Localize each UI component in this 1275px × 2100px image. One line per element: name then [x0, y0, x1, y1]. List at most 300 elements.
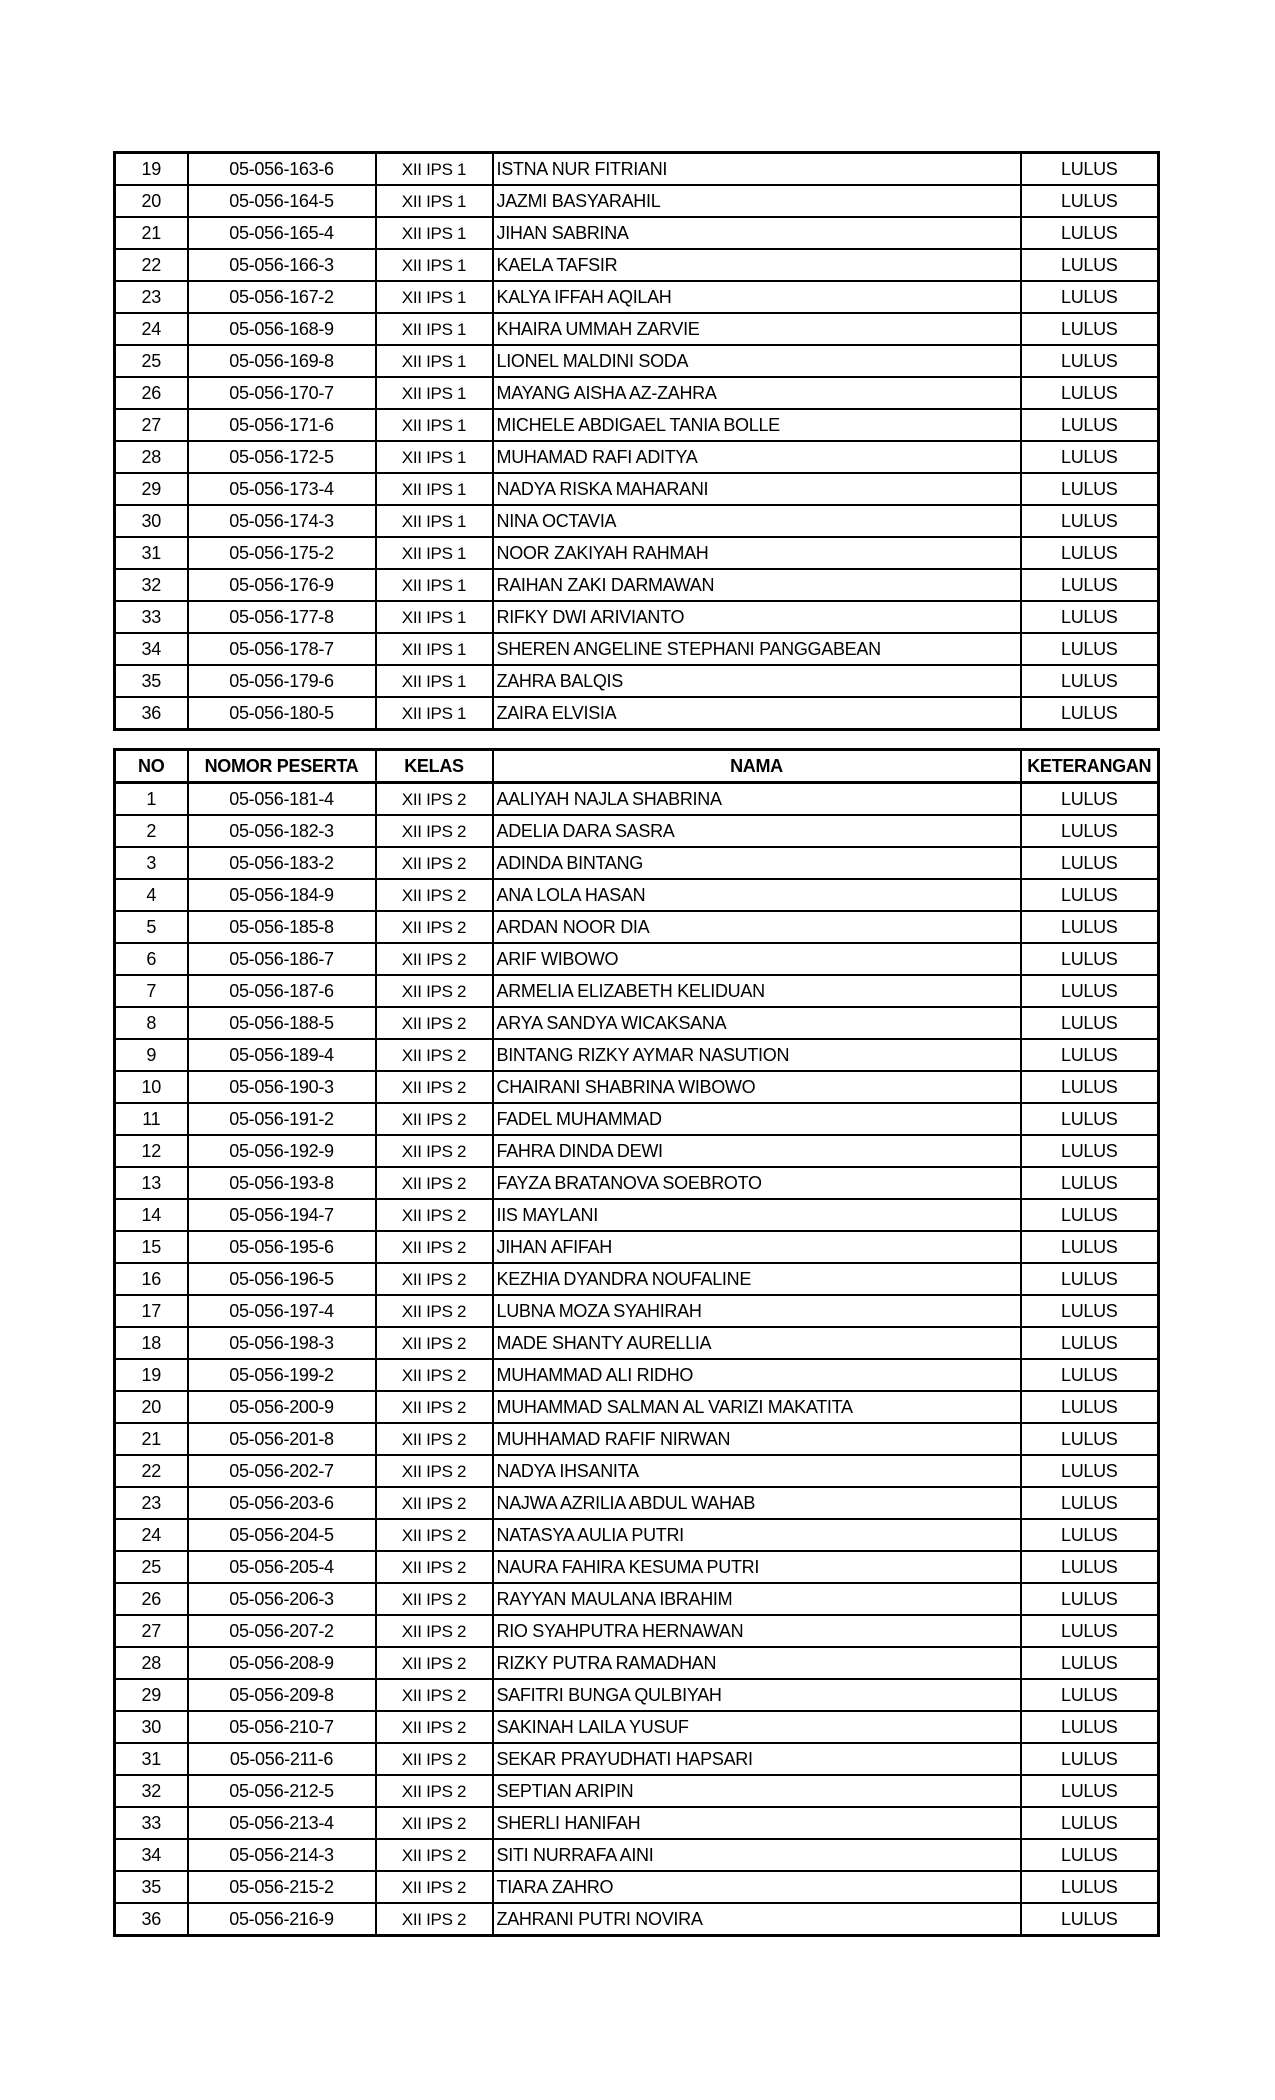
cell-nomor-peserta: 05-056-179-6 [188, 665, 376, 697]
table-row [115, 1551, 1159, 1583]
cell-no: 3 [115, 847, 188, 879]
cell-kelas: XII IPS 2 [376, 1519, 493, 1551]
cell-no: 23 [115, 1487, 188, 1519]
cell-nomor-peserta: 05-056-187-6 [188, 975, 376, 1007]
cell-kelas: XII IPS 2 [376, 1615, 493, 1647]
cell-kelas: XII IPS 2 [376, 1679, 493, 1711]
cell-keterangan: LULUS [1021, 1519, 1159, 1551]
table-row [115, 943, 1159, 975]
cell-keterangan: LULUS [1021, 505, 1159, 537]
cell-nomor-peserta: 05-056-183-2 [188, 847, 376, 879]
cell-no: 33 [115, 601, 188, 633]
table-row [115, 1423, 1159, 1455]
cell-kelas: XII IPS 2 [376, 1295, 493, 1327]
cell-no: 36 [115, 697, 188, 730]
cell-keterangan: LULUS [1021, 1263, 1159, 1295]
cell-kelas: XII IPS 1 [376, 409, 493, 441]
cell-kelas: XII IPS 1 [376, 601, 493, 633]
cell-kelas: XII IPS 2 [376, 975, 493, 1007]
table-row [115, 879, 1159, 911]
cell-nama: MUHAMMAD ALI RIDHO [493, 1359, 1021, 1391]
cell-nomor-peserta: 05-056-211-6 [188, 1743, 376, 1775]
cell-nama: NATASYA AULIA PUTRI [493, 1519, 1021, 1551]
cell-no: 36 [115, 1903, 188, 1936]
cell-nama: JIHAN SABRINA [493, 217, 1021, 249]
cell-keterangan: LULUS [1021, 1039, 1159, 1071]
cell-nama: ZAIRA ELVISIA [493, 697, 1021, 730]
cell-nama: KHAIRA UMMAH ZARVIE [493, 313, 1021, 345]
cell-keterangan: LULUS [1021, 665, 1159, 697]
table-row [115, 1007, 1159, 1039]
cell-keterangan: LULUS [1021, 1423, 1159, 1455]
cell-nama: SEKAR PRAYUDHATI HAPSARI [493, 1743, 1021, 1775]
cell-nomor-peserta: 05-056-185-8 [188, 911, 376, 943]
cell-nomor-peserta: 05-056-192-9 [188, 1135, 376, 1167]
cell-kelas: XII IPS 1 [376, 217, 493, 249]
table-row [115, 1199, 1159, 1231]
cell-nama: NAURA FAHIRA KESUMA PUTRI [493, 1551, 1021, 1583]
cell-kelas: XII IPS 2 [376, 1135, 493, 1167]
cell-keterangan: LULUS [1021, 1167, 1159, 1199]
cell-kelas: XII IPS 1 [376, 505, 493, 537]
header-nama: NAMA [493, 750, 1021, 783]
cell-keterangan: LULUS [1021, 1647, 1159, 1679]
cell-nomor-peserta: 05-056-175-2 [188, 537, 376, 569]
table-row [115, 1871, 1159, 1903]
cell-no: 19 [115, 1359, 188, 1391]
cell-nama: ZAHRANI PUTRI NOVIRA [493, 1903, 1021, 1936]
cell-nama: SHEREN ANGELINE STEPHANI PANGGABEAN [493, 633, 1021, 665]
cell-keterangan: LULUS [1021, 943, 1159, 975]
table-row [115, 1647, 1159, 1679]
cell-nomor-peserta: 05-056-210-7 [188, 1711, 376, 1743]
table-row [115, 1743, 1159, 1775]
cell-kelas: XII IPS 1 [376, 249, 493, 281]
cell-kelas: XII IPS 2 [376, 1263, 493, 1295]
cell-keterangan: LULUS [1021, 1327, 1159, 1359]
cell-no: 34 [115, 1839, 188, 1871]
cell-nomor-peserta: 05-056-197-4 [188, 1295, 376, 1327]
cell-kelas: XII IPS 1 [376, 665, 493, 697]
table-row [115, 1103, 1159, 1135]
cell-nomor-peserta: 05-056-167-2 [188, 281, 376, 313]
cell-nama: MICHELE ABDIGAEL TANIA BOLLE [493, 409, 1021, 441]
cell-keterangan: LULUS [1021, 249, 1159, 281]
cell-no: 21 [115, 1423, 188, 1455]
cell-kelas: XII IPS 2 [376, 1327, 493, 1359]
cell-no: 32 [115, 569, 188, 601]
cell-no: 8 [115, 1007, 188, 1039]
cell-keterangan: LULUS [1021, 1743, 1159, 1775]
cell-keterangan: LULUS [1021, 1135, 1159, 1167]
cell-no: 28 [115, 441, 188, 473]
cell-kelas: XII IPS 1 [376, 633, 493, 665]
cell-kelas: XII IPS 1 [376, 153, 493, 186]
cell-no: 24 [115, 1519, 188, 1551]
header-nomor-peserta: NOMOR PESERTA [188, 750, 376, 783]
cell-nama: KALYA IFFAH AQILAH [493, 281, 1021, 313]
cell-nomor-peserta: 05-056-176-9 [188, 569, 376, 601]
cell-kelas: XII IPS 2 [376, 1103, 493, 1135]
cell-kelas: XII IPS 2 [376, 1775, 493, 1807]
cell-nomor-peserta: 05-056-168-9 [188, 313, 376, 345]
table2-body [115, 783, 1159, 1936]
table-row [115, 505, 1159, 537]
cell-no: 31 [115, 537, 188, 569]
cell-nomor-peserta: 05-056-172-5 [188, 441, 376, 473]
cell-no: 20 [115, 185, 188, 217]
cell-no: 1 [115, 783, 188, 816]
cell-kelas: XII IPS 1 [376, 569, 493, 601]
cell-no: 29 [115, 1679, 188, 1711]
cell-keterangan: LULUS [1021, 1711, 1159, 1743]
cell-kelas: XII IPS 2 [376, 1583, 493, 1615]
cell-no: 5 [115, 911, 188, 943]
cell-no: 16 [115, 1263, 188, 1295]
table-row [115, 1263, 1159, 1295]
cell-keterangan: LULUS [1021, 879, 1159, 911]
table-row [115, 1295, 1159, 1327]
table-row [115, 281, 1159, 313]
cell-keterangan: LULUS [1021, 1359, 1159, 1391]
cell-no: 22 [115, 249, 188, 281]
cell-keterangan: LULUS [1021, 217, 1159, 249]
table-row [115, 537, 1159, 569]
cell-nama: MUHHAMAD RAFIF NIRWAN [493, 1423, 1021, 1455]
table-row [115, 847, 1159, 879]
cell-nomor-peserta: 05-056-184-9 [188, 879, 376, 911]
table-row [115, 569, 1159, 601]
cell-nomor-peserta: 05-056-202-7 [188, 1455, 376, 1487]
cell-kelas: XII IPS 1 [376, 313, 493, 345]
cell-kelas: XII IPS 1 [376, 281, 493, 313]
cell-nama: ADINDA BINTANG [493, 847, 1021, 879]
cell-nomor-peserta: 05-056-173-4 [188, 473, 376, 505]
cell-keterangan: LULUS [1021, 1583, 1159, 1615]
cell-kelas: XII IPS 2 [376, 1071, 493, 1103]
cell-keterangan: LULUS [1021, 1103, 1159, 1135]
cell-no: 17 [115, 1295, 188, 1327]
cell-no: 30 [115, 505, 188, 537]
cell-keterangan: LULUS [1021, 1231, 1159, 1263]
cell-no: 12 [115, 1135, 188, 1167]
table-row [115, 1711, 1159, 1743]
cell-nama: SEPTIAN ARIPIN [493, 1775, 1021, 1807]
header-keterangan: KETERANGAN [1021, 750, 1159, 783]
cell-kelas: XII IPS 2 [376, 1167, 493, 1199]
cell-no: 10 [115, 1071, 188, 1103]
cell-keterangan: LULUS [1021, 185, 1159, 217]
cell-no: 22 [115, 1455, 188, 1487]
table-row [115, 217, 1159, 249]
cell-kelas: XII IPS 2 [376, 783, 493, 816]
cell-no: 20 [115, 1391, 188, 1423]
cell-nama: FAHRA DINDA DEWI [493, 1135, 1021, 1167]
cell-nama: NADYA IHSANITA [493, 1455, 1021, 1487]
cell-nomor-peserta: 05-056-177-8 [188, 601, 376, 633]
cell-nama: RIFKY DWI ARIVIANTO [493, 601, 1021, 633]
table-row [115, 441, 1159, 473]
cell-nama: SHERLI HANIFAH [493, 1807, 1021, 1839]
cell-no: 29 [115, 473, 188, 505]
cell-keterangan: LULUS [1021, 1071, 1159, 1103]
cell-keterangan: LULUS [1021, 1871, 1159, 1903]
cell-kelas: XII IPS 2 [376, 879, 493, 911]
cell-keterangan: LULUS [1021, 1199, 1159, 1231]
cell-kelas: XII IPS 1 [376, 441, 493, 473]
cell-kelas: XII IPS 2 [376, 1455, 493, 1487]
cell-kelas: XII IPS 2 [376, 1903, 493, 1936]
table-row [115, 1359, 1159, 1391]
cell-kelas: XII IPS 1 [376, 537, 493, 569]
table-row [115, 1455, 1159, 1487]
cell-keterangan: LULUS [1021, 633, 1159, 665]
cell-no: 35 [115, 1871, 188, 1903]
cell-no: 28 [115, 1647, 188, 1679]
cell-no: 32 [115, 1775, 188, 1807]
cell-nama: ARDAN NOOR DIA [493, 911, 1021, 943]
cell-nomor-peserta: 05-056-215-2 [188, 1871, 376, 1903]
table-row [115, 1615, 1159, 1647]
table-row [115, 633, 1159, 665]
cell-no: 27 [115, 409, 188, 441]
header-kelas: KELAS [376, 750, 493, 783]
cell-nama: NOOR ZAKIYAH RAHMAH [493, 537, 1021, 569]
cell-kelas: XII IPS 2 [376, 1647, 493, 1679]
cell-no: 13 [115, 1167, 188, 1199]
cell-no: 25 [115, 345, 188, 377]
cell-keterangan: LULUS [1021, 377, 1159, 409]
cell-nama: RAIHAN ZAKI DARMAWAN [493, 569, 1021, 601]
cell-kelas: XII IPS 2 [376, 815, 493, 847]
cell-nama: KAELA TAFSIR [493, 249, 1021, 281]
cell-nomor-peserta: 05-056-196-5 [188, 1263, 376, 1295]
table-row [115, 1391, 1159, 1423]
table-row [115, 1327, 1159, 1359]
cell-nomor-peserta: 05-056-214-3 [188, 1839, 376, 1871]
cell-keterangan: LULUS [1021, 1839, 1159, 1871]
cell-no: 15 [115, 1231, 188, 1263]
cell-kelas: XII IPS 2 [376, 1711, 493, 1743]
cell-keterangan: LULUS [1021, 1615, 1159, 1647]
cell-kelas: XII IPS 2 [376, 1359, 493, 1391]
table-row [115, 911, 1159, 943]
table-row [115, 1775, 1159, 1807]
cell-kelas: XII IPS 2 [376, 1487, 493, 1519]
cell-nama: NADYA RISKA MAHARANI [493, 473, 1021, 505]
cell-nama: AALIYAH NAJLA SHABRINA [493, 783, 1021, 816]
cell-nomor-peserta: 05-056-170-7 [188, 377, 376, 409]
cell-nomor-peserta: 05-056-205-4 [188, 1551, 376, 1583]
cell-kelas: XII IPS 2 [376, 1551, 493, 1583]
cell-kelas: XII IPS 2 [376, 911, 493, 943]
cell-nama: SITI NURRAFA AINI [493, 1839, 1021, 1871]
cell-no: 11 [115, 1103, 188, 1135]
cell-nama: ZAHRA BALQIS [493, 665, 1021, 697]
table-row [115, 665, 1159, 697]
cell-keterangan: LULUS [1021, 1391, 1159, 1423]
cell-nama: ARIF WIBOWO [493, 943, 1021, 975]
table-row [115, 249, 1159, 281]
cell-nomor-peserta: 05-056-216-9 [188, 1903, 376, 1936]
cell-keterangan: LULUS [1021, 537, 1159, 569]
cell-kelas: XII IPS 2 [376, 1199, 493, 1231]
cell-nomor-peserta: 05-056-201-8 [188, 1423, 376, 1455]
cell-no: 19 [115, 153, 188, 186]
cell-no: 26 [115, 1583, 188, 1615]
cell-nama: MUHAMMAD SALMAN AL VARIZI MAKATITA [493, 1391, 1021, 1423]
cell-nomor-peserta: 05-056-189-4 [188, 1039, 376, 1071]
table-row [115, 1039, 1159, 1071]
cell-keterangan: LULUS [1021, 473, 1159, 505]
cell-keterangan: LULUS [1021, 1775, 1159, 1807]
cell-nomor-peserta: 05-056-182-3 [188, 815, 376, 847]
table-row [115, 1231, 1159, 1263]
cell-no: 23 [115, 281, 188, 313]
cell-nama: NAJWA AZRILIA ABDUL WAHAB [493, 1487, 1021, 1519]
cell-keterangan: LULUS [1021, 1903, 1159, 1936]
cell-no: 30 [115, 1711, 188, 1743]
cell-kelas: XII IPS 2 [376, 1423, 493, 1455]
cell-keterangan: LULUS [1021, 1455, 1159, 1487]
cell-nomor-peserta: 05-056-178-7 [188, 633, 376, 665]
cell-keterangan: LULUS [1021, 441, 1159, 473]
table-row [115, 783, 1159, 816]
cell-kelas: XII IPS 2 [376, 1231, 493, 1263]
cell-nomor-peserta: 05-056-164-5 [188, 185, 376, 217]
cell-no: 35 [115, 665, 188, 697]
cell-keterangan: LULUS [1021, 281, 1159, 313]
cell-no: 9 [115, 1039, 188, 1071]
cell-no: 27 [115, 1615, 188, 1647]
cell-nama: SAKINAH LAILA YUSUF [493, 1711, 1021, 1743]
cell-keterangan: LULUS [1021, 1487, 1159, 1519]
cell-keterangan: LULUS [1021, 975, 1159, 1007]
cell-nomor-peserta: 05-056-163-6 [188, 153, 376, 186]
cell-kelas: XII IPS 2 [376, 1807, 493, 1839]
cell-kelas: XII IPS 2 [376, 1007, 493, 1039]
table-row [115, 1167, 1159, 1199]
table-row [115, 975, 1159, 1007]
cell-nama: FADEL MUHAMMAD [493, 1103, 1021, 1135]
cell-no: 18 [115, 1327, 188, 1359]
cell-nomor-peserta: 05-056-195-6 [188, 1231, 376, 1263]
table-row [115, 1519, 1159, 1551]
cell-nama: MAYANG AISHA AZ-ZAHRA [493, 377, 1021, 409]
cell-nama: LIONEL MALDINI SODA [493, 345, 1021, 377]
cell-nama: ARMELIA ELIZABETH KELIDUAN [493, 975, 1021, 1007]
table1-body [115, 153, 1159, 730]
cell-nama: JIHAN AFIFAH [493, 1231, 1021, 1263]
cell-keterangan: LULUS [1021, 1679, 1159, 1711]
graduation-table-xii-ips-1 [113, 151, 1160, 731]
cell-no: 21 [115, 217, 188, 249]
cell-nama: BINTANG RIZKY AYMAR NASUTION [493, 1039, 1021, 1071]
cell-kelas: XII IPS 1 [376, 345, 493, 377]
cell-nomor-peserta: 05-056-203-6 [188, 1487, 376, 1519]
table-row [115, 1487, 1159, 1519]
table-row [115, 473, 1159, 505]
table-row [115, 601, 1159, 633]
cell-nomor-peserta: 05-056-169-8 [188, 345, 376, 377]
cell-nama: MADE SHANTY AURELLIA [493, 1327, 1021, 1359]
table-row [115, 1807, 1159, 1839]
cell-nomor-peserta: 05-056-174-3 [188, 505, 376, 537]
cell-no: 4 [115, 879, 188, 911]
cell-kelas: XII IPS 1 [376, 697, 493, 730]
cell-no: 25 [115, 1551, 188, 1583]
cell-nama: MUHAMAD RAFI ADITYA [493, 441, 1021, 473]
cell-nama: JAZMI BASYARAHIL [493, 185, 1021, 217]
table-row [115, 1903, 1159, 1936]
cell-nomor-peserta: 05-056-188-5 [188, 1007, 376, 1039]
cell-keterangan: LULUS [1021, 1807, 1159, 1839]
cell-nama: FAYZA BRATANOVA SOEBROTO [493, 1167, 1021, 1199]
cell-nama: KEZHIA DYANDRA NOUFALINE [493, 1263, 1021, 1295]
cell-keterangan: LULUS [1021, 815, 1159, 847]
table-row [115, 1071, 1159, 1103]
graduation-table-xii-ips-2 [113, 748, 1160, 1937]
cell-keterangan: LULUS [1021, 911, 1159, 943]
table-row [115, 345, 1159, 377]
cell-no: 6 [115, 943, 188, 975]
cell-kelas: XII IPS 2 [376, 847, 493, 879]
table-row [115, 377, 1159, 409]
cell-keterangan: LULUS [1021, 569, 1159, 601]
cell-nomor-peserta: 05-056-204-5 [188, 1519, 376, 1551]
cell-kelas: XII IPS 2 [376, 943, 493, 975]
cell-nama: ADELIA DARA SASRA [493, 815, 1021, 847]
cell-no: 34 [115, 633, 188, 665]
cell-no: 33 [115, 1807, 188, 1839]
cell-nomor-peserta: 05-056-191-2 [188, 1103, 376, 1135]
header-no: NO [115, 750, 188, 783]
cell-nama: RAYYAN MAULANA IBRAHIM [493, 1583, 1021, 1615]
cell-nomor-peserta: 05-056-213-4 [188, 1807, 376, 1839]
cell-nama: IIS MAYLANI [493, 1199, 1021, 1231]
cell-nomor-peserta: 05-056-208-9 [188, 1647, 376, 1679]
cell-keterangan: LULUS [1021, 697, 1159, 730]
table-row [115, 1583, 1159, 1615]
cell-kelas: XII IPS 1 [376, 185, 493, 217]
cell-kelas: XII IPS 2 [376, 1039, 493, 1071]
cell-nomor-peserta: 05-056-206-3 [188, 1583, 376, 1615]
cell-no: 7 [115, 975, 188, 1007]
cell-nomor-peserta: 05-056-194-7 [188, 1199, 376, 1231]
cell-nomor-peserta: 05-056-199-2 [188, 1359, 376, 1391]
cell-keterangan: LULUS [1021, 1551, 1159, 1583]
cell-kelas: XII IPS 1 [376, 473, 493, 505]
cell-keterangan: LULUS [1021, 313, 1159, 345]
cell-keterangan: LULUS [1021, 601, 1159, 633]
table-row [115, 409, 1159, 441]
table-row [115, 1839, 1159, 1871]
cell-keterangan: LULUS [1021, 409, 1159, 441]
cell-nomor-peserta: 05-056-181-4 [188, 783, 376, 816]
cell-kelas: XII IPS 2 [376, 1839, 493, 1871]
cell-no: 14 [115, 1199, 188, 1231]
cell-keterangan: LULUS [1021, 847, 1159, 879]
cell-no: 24 [115, 313, 188, 345]
cell-nomor-peserta: 05-056-212-5 [188, 1775, 376, 1807]
cell-nomor-peserta: 05-056-207-2 [188, 1615, 376, 1647]
cell-nomor-peserta: 05-056-209-8 [188, 1679, 376, 1711]
table-row [115, 153, 1159, 186]
table-row [115, 697, 1159, 730]
cell-nomor-peserta: 05-056-190-3 [188, 1071, 376, 1103]
cell-keterangan: LULUS [1021, 1295, 1159, 1327]
cell-nama: ANA LOLA HASAN [493, 879, 1021, 911]
